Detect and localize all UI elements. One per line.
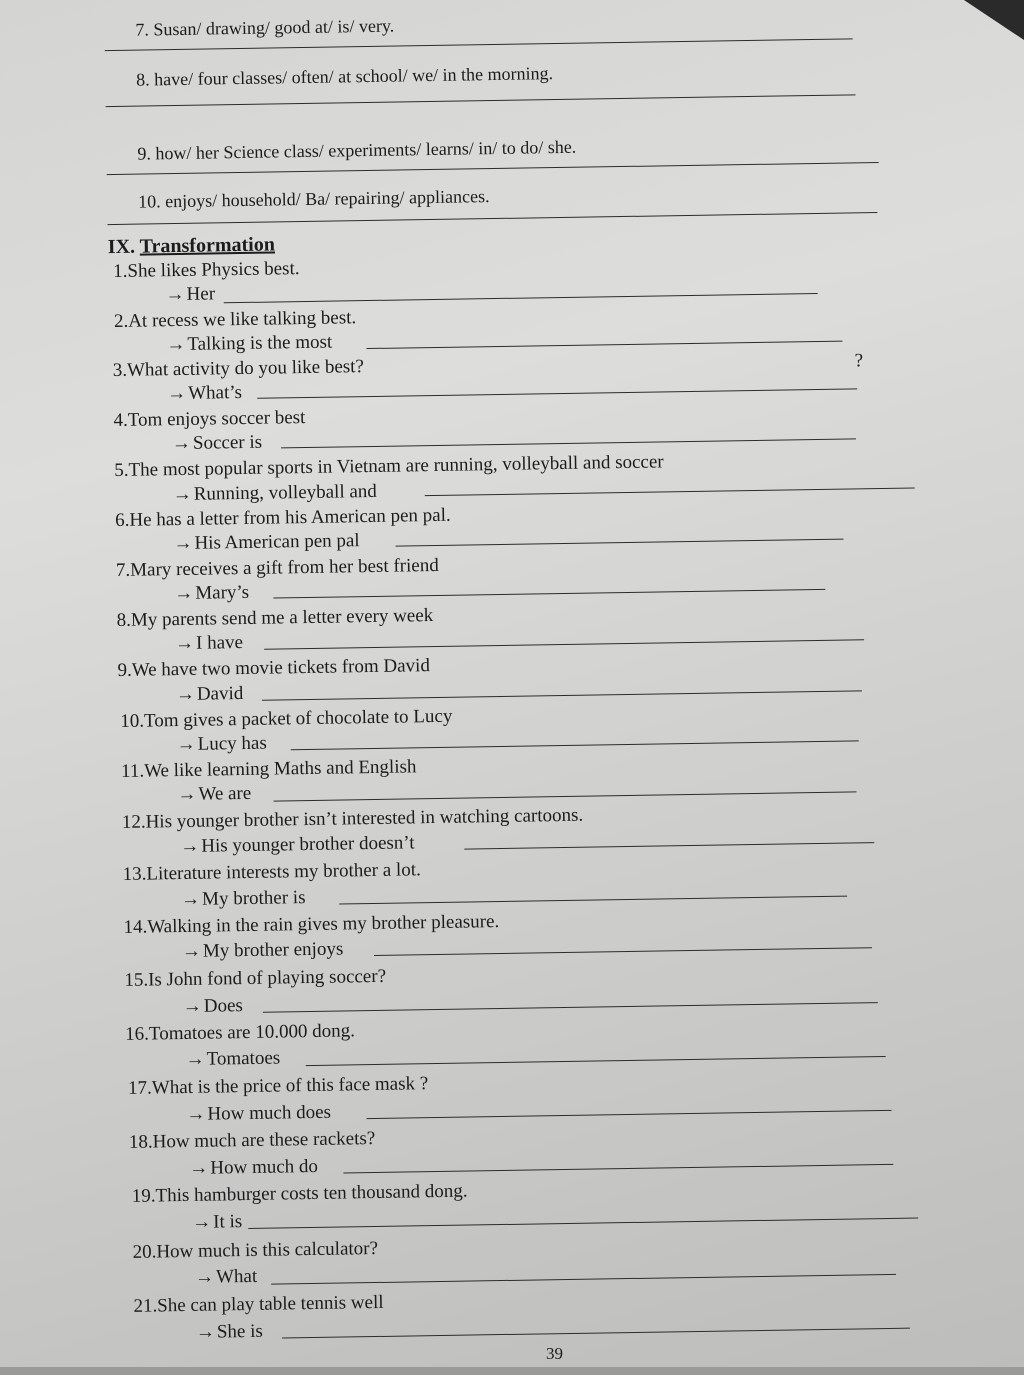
page-number: 39 — [546, 1344, 563, 1363]
stem-text: I have — [195, 632, 244, 654]
question-text: 10.Tom gives a packet of chocolate to Lucy — [120, 705, 453, 732]
stem-text: What — [215, 1265, 258, 1288]
reorder-item — [135, 16, 394, 41]
arrow-icon: → — [181, 940, 202, 963]
question-text: 17.What is the price of this face mask ? — [127, 1073, 429, 1099]
stem-text: David — [196, 683, 244, 705]
stem-text: We are — [198, 782, 252, 805]
answer-stem — [176, 683, 244, 706]
answer-stem — [183, 995, 243, 1018]
answer-stem — [173, 481, 377, 506]
arrow-icon: → — [174, 582, 194, 605]
question-text: 3.What activity do you like best? — [112, 356, 365, 382]
question-mark: ? — [854, 350, 864, 372]
answer-stem — [167, 382, 242, 405]
question-text: 18.How much are these rackets? — [128, 1128, 376, 1153]
answer-line[interactable] — [291, 740, 859, 750]
stem-text: My brother enjoys — [202, 938, 344, 962]
arrow-icon: → — [182, 995, 202, 1018]
item-prompt: enjoys/ household/ Ba/ repairing/ appliances. — [164, 186, 490, 212]
answer-line[interactable] — [374, 947, 872, 956]
reorder-item — [137, 137, 576, 165]
answer-line[interactable] — [107, 212, 877, 225]
section-number: IX. — [107, 235, 136, 259]
item-number: 9. — [137, 143, 152, 164]
arrow-icon: → — [180, 888, 201, 911]
answer-line[interactable] — [306, 1056, 886, 1067]
answer-stem — [180, 832, 415, 858]
arrow-icon: → — [166, 382, 187, 405]
arrow-icon: → — [166, 333, 186, 356]
answer-line[interactable] — [464, 842, 874, 850]
answer-line[interactable] — [262, 690, 862, 701]
arrow-icon: → — [189, 1157, 209, 1179]
answer-stem — [182, 938, 344, 963]
answer-line[interactable] — [425, 487, 915, 496]
answer-line[interactable] — [273, 589, 825, 599]
arrow-icon: → — [175, 683, 196, 706]
question-text: 19.This hamburger costs ten thousand dong. — [131, 1180, 468, 1207]
reorder-section — [0, 0, 1013, 212]
arrow-icon: → — [195, 1321, 216, 1343]
question-text: 21.She can play table tennis well — [133, 1291, 384, 1317]
stem-text: Lucy has — [197, 732, 267, 755]
section-title: Transformation — [139, 233, 276, 258]
answer-line[interactable] — [366, 341, 842, 350]
answer-line[interactable] — [107, 162, 879, 176]
answer-stem — [174, 582, 249, 605]
answer-stem — [176, 733, 266, 756]
reorder-item — [138, 186, 490, 213]
arrow-icon: → — [177, 783, 197, 806]
stem-text: Does — [203, 995, 243, 1017]
arrow-icon: → — [165, 283, 185, 306]
arrow-icon: → — [171, 432, 192, 455]
answer-line[interactable] — [105, 38, 853, 51]
answer-stem — [195, 1266, 257, 1289]
arrow-icon: → — [180, 835, 200, 858]
item-number: 7. — [135, 19, 150, 40]
stem-text: It is — [213, 1211, 243, 1233]
question-text: 20.How much is this calculator? — [132, 1237, 379, 1263]
answer-line[interactable] — [263, 1002, 878, 1013]
answer-stem — [181, 887, 306, 911]
answer-stem — [196, 1321, 263, 1344]
arrow-icon: → — [174, 632, 195, 655]
answer-stem — [173, 530, 359, 555]
answer-stem — [192, 1211, 242, 1234]
answer-stem — [185, 1047, 280, 1070]
answer-line[interactable] — [367, 1110, 892, 1120]
answer-line[interactable] — [274, 791, 857, 802]
stem-text: Her — [186, 283, 216, 305]
question-text: 4.Tom enjoys soccer best — [113, 407, 306, 432]
arrow-icon: → — [192, 1211, 212, 1233]
answer-stem — [177, 783, 251, 806]
item-prompt: have/ four classes/ often/ at school/ we/ in the morning. — [154, 63, 554, 90]
question-text: 6.He has a letter from his American pen pal. — [114, 504, 451, 532]
answer-stem — [189, 1156, 318, 1180]
item-prompt: Susan/ drawing/ good at/ is/ very. — [153, 15, 395, 40]
question-text: 15.Is John fond of playing soccer? — [124, 965, 387, 991]
stem-text: Talking is the most — [187, 331, 333, 355]
reorder-item — [136, 63, 553, 91]
stem-text: How much does — [207, 1101, 332, 1125]
answer-stem — [172, 432, 262, 455]
answer-line[interactable] — [106, 94, 856, 107]
answer-line[interactable] — [224, 293, 818, 304]
item-number: 8. — [136, 69, 150, 90]
question-text: 7.Mary receives a gift from her best friend — [115, 554, 439, 582]
question-text: 5.The most popular sports in Vietnam are running, volleyball and soccer — [114, 451, 664, 482]
stem-text: Tomatoes — [206, 1047, 281, 1070]
arrow-icon: → — [194, 1266, 215, 1288]
stem-text: My brother is — [201, 887, 306, 910]
arrow-icon: → — [176, 733, 196, 756]
answer-stem — [186, 1102, 331, 1126]
stem-text: Soccer is — [192, 431, 263, 454]
answer-line[interactable] — [248, 1217, 918, 1229]
question-text: 9.We have two movie tickets from David — [117, 655, 431, 682]
arrow-icon: → — [186, 1103, 206, 1125]
question-text: 13.Literature interests my brother a lot. — [122, 859, 421, 885]
stem-text: Running, volleyball and — [193, 480, 377, 505]
section-heading — [108, 233, 275, 259]
question-text: 12.His younger brother isn’t interested in watching cartoons. — [121, 804, 584, 833]
arrow-icon: → — [185, 1048, 205, 1070]
answer-line[interactable] — [271, 1274, 896, 1285]
answer-line[interactable] — [396, 539, 844, 547]
question-text: 1.She likes Physics best. — [113, 258, 300, 283]
stem-text: How much do — [210, 1155, 319, 1179]
stem-text: What’s — [187, 382, 243, 404]
item-prompt: how/ her Science class/ experiments/ learns/ in/ to do/ she. — [155, 136, 577, 164]
question-text: 16.Tomatoes are 10.000 dong. — [125, 1020, 356, 1045]
answer-line[interactable] — [343, 1164, 893, 1174]
question-text: 2.At recess we like talking best. — [113, 307, 357, 333]
answer-line[interactable] — [282, 1328, 910, 1339]
answer-stem — [166, 332, 332, 357]
question-text: 11.We like learning Maths and English — [120, 756, 417, 782]
question-text: 14.Walking in the rain gives my brother pleasure. — [123, 911, 500, 938]
answer-line[interactable] — [257, 388, 857, 399]
item-number: 10. — [137, 191, 161, 212]
question-text: 8.My parents send me a letter every week — [116, 605, 434, 632]
stem-text: Mary’s — [195, 581, 250, 604]
arrow-icon: → — [173, 532, 193, 555]
answer-line[interactable] — [264, 639, 864, 650]
stem-text: His American pen pal — [194, 530, 360, 554]
answer-line[interactable] — [339, 896, 847, 905]
answer-stem — [165, 283, 215, 306]
stem-text: She is — [216, 1320, 263, 1343]
arrow-icon: → — [172, 483, 192, 506]
answer-stem — [175, 632, 243, 655]
stem-text: His younger brother doesn’t — [201, 832, 415, 857]
answer-line[interactable] — [281, 438, 856, 448]
